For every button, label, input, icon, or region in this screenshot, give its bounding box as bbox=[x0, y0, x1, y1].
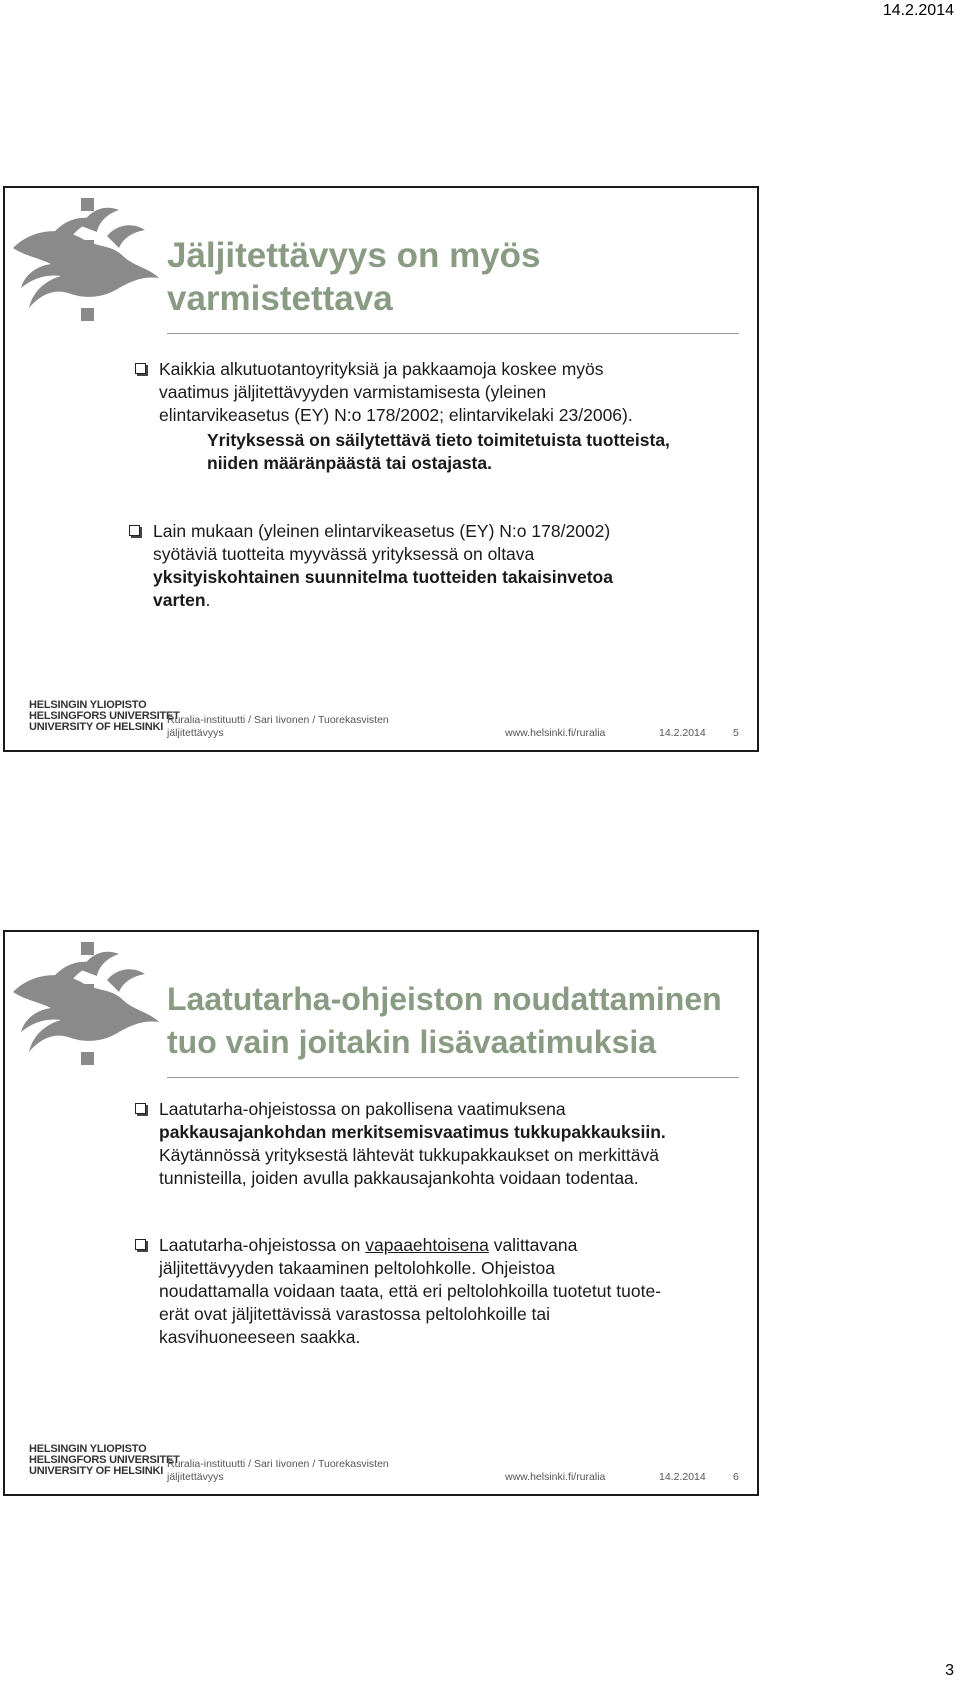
bullet-line: erät ovat jäljitettävissä varastossa peltolohkoille tai bbox=[159, 1304, 551, 1324]
bullet-line: vaatimus jäljitettävyyden varmistamisesta (yleinen bbox=[159, 382, 547, 402]
university-name bbox=[29, 1444, 180, 1477]
footer-url: www.helsinki.fi/ruralia bbox=[505, 1471, 606, 1483]
bold-text: varten bbox=[153, 590, 206, 610]
slide-title bbox=[167, 234, 757, 320]
footer-info bbox=[167, 1458, 389, 1484]
university-flame-logo bbox=[11, 196, 161, 324]
checkbox-bullet-icon bbox=[135, 363, 146, 374]
slide-6 bbox=[3, 930, 759, 1496]
title-divider bbox=[167, 333, 739, 334]
bullet-line bbox=[153, 589, 733, 612]
university-line: UNIVERSITY OF HELSINKI bbox=[29, 721, 164, 733]
title-line: Laatutarha-ohjeiston noudattaminen bbox=[167, 981, 722, 1017]
page-number: 3 bbox=[945, 1662, 954, 1679]
punctuation: . bbox=[205, 590, 211, 610]
title-line: tuo vain joitakin lisävaatimuksia bbox=[167, 1024, 657, 1060]
bullet-line: Laatutarha-ohjeistossa on pakollisena vaatimuksena bbox=[159, 1099, 566, 1119]
footer-info bbox=[167, 714, 389, 740]
footer-info-line: Ruralia-instituutti / Sari Iivonen / Tuorekasvisten bbox=[167, 714, 389, 726]
bullet-bold-line: yksityiskohtainen suunnitelma tuotteiden takaisinvetoa bbox=[153, 567, 613, 587]
university-name bbox=[29, 700, 180, 733]
university-line: HELSINGIN YLIOPISTO bbox=[29, 1443, 147, 1455]
text: Laatutarha-ohjeistossa on bbox=[159, 1235, 366, 1255]
bullet-item bbox=[159, 1098, 744, 1190]
slide-title bbox=[167, 978, 757, 1064]
slide-number: 5 bbox=[733, 727, 739, 739]
sub-bullet-line: niiden määränpäästä tai ostajasta. bbox=[207, 453, 492, 473]
university-line: UNIVERSITY OF HELSINKI bbox=[29, 1465, 164, 1477]
footer-info-line: Ruralia-instituutti / Sari Iivonen / Tuorekasvisten bbox=[167, 1458, 389, 1470]
bullet-item bbox=[159, 1234, 744, 1349]
university-flame-logo bbox=[11, 940, 161, 1068]
bullet-line: tunnisteilla, joiden avulla pakkausajankohta voidaan todentaa. bbox=[159, 1168, 639, 1188]
footer-url: www.helsinki.fi/ruralia bbox=[505, 727, 606, 739]
checkbox-bullet-icon bbox=[129, 525, 140, 536]
footer-info-line: jäljitettävyys bbox=[167, 1471, 224, 1483]
bullet-line: elintarvikeasetus (EY) N:o 178/2002; elintarvikelaki 23/2006). bbox=[159, 405, 633, 425]
bullet-line bbox=[159, 1234, 744, 1257]
footer-date: 14.2.2014 bbox=[659, 727, 706, 739]
university-line: HELSINGFORS UNIVERSITET bbox=[29, 710, 180, 722]
bullet-line: Lain mukaan (yleinen elintarvikeasetus (EY) N:o 178/2002) bbox=[153, 521, 611, 541]
text: valittavana bbox=[488, 1235, 578, 1255]
bullet-item bbox=[153, 520, 733, 612]
slide-5 bbox=[3, 186, 759, 752]
bullet-line: kasvihuoneeseen saakka. bbox=[159, 1327, 361, 1347]
university-line: HELSINGIN YLIOPISTO bbox=[29, 699, 147, 711]
slide-number: 6 bbox=[733, 1471, 739, 1483]
footer-date: 14.2.2014 bbox=[659, 1471, 706, 1483]
title-line: Jäljitettävyys on myös bbox=[167, 236, 541, 275]
university-line: HELSINGFORS UNIVERSITET bbox=[29, 1454, 180, 1466]
checkbox-bullet-icon bbox=[135, 1103, 146, 1114]
title-line: varmistettava bbox=[167, 279, 393, 318]
title-divider bbox=[167, 1077, 739, 1078]
bullet-line: Kaikkia alkutuotantoyrityksiä ja pakkaamoja koskee myös bbox=[159, 359, 604, 379]
sub-bullet-line: Yrityksessä on säilytettävä tieto toimitetuista tuotteista, bbox=[207, 430, 670, 450]
bullet-line: Käytännössä yrityksestä lähtevät tukkupakkaukset on merkittävä bbox=[159, 1145, 659, 1165]
underlined-text: vapaaehtoisena bbox=[365, 1235, 489, 1255]
bullet-line: syötäviä tuotteita myyvässä yrityksessä on oltava bbox=[153, 544, 535, 564]
checkbox-bullet-icon bbox=[135, 1239, 146, 1250]
bullet-line: noudattamalla voidaan taata, että eri peltolohkoilla tuotetut tuote- bbox=[159, 1281, 662, 1301]
bullet-line: jäljitettävyyden takaaminen peltolohkolle. Ohjeistoa bbox=[159, 1258, 555, 1278]
bullet-bold-line: pakkausajankohdan merkitsemisvaatimus tukkupakkauksiin. bbox=[159, 1122, 666, 1142]
page-date: 14.2.2014 bbox=[882, 2, 954, 19]
bullet-item bbox=[159, 358, 739, 475]
footer-info-line: jäljitettävyys bbox=[167, 727, 224, 739]
